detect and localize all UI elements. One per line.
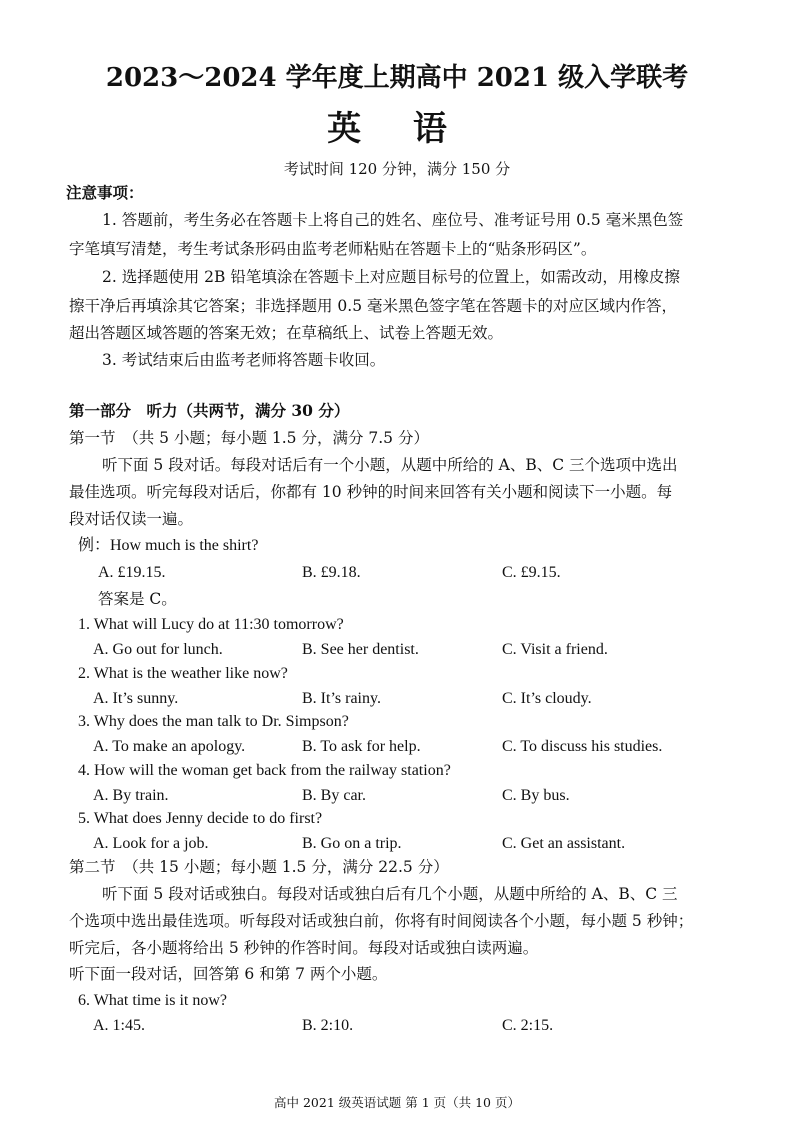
section1-instruction: 最佳选项。听完每段对话后，你都有 10 秒钟的时间来回答有关小题和阅读下一小题。每 [69,483,673,501]
option-b: B. Go on a trip. [302,835,402,852]
option-a: A. To make an apology. [93,738,246,755]
section1-instruction: 听下面 5 段对话。每段对话后有一个小题，从题中所给的 A、B、C 三个选项中选出 [102,456,678,474]
option-a: A. 1:45. [93,1017,145,1034]
option-c: C. Visit a friend. [502,641,608,658]
section2-heading: 第二节 （共 15 小题；每小题 1.5 分，满分 22.5 分） [69,858,449,876]
question-text: 4. How will the woman get back from the railway station? [78,762,451,779]
section1-heading: 第一节 （共 5 小题；每小题 1.5 分，满分 7.5 分） [69,429,429,447]
notice-line: 字笔填写清楚，考生考试条形码由监考老师粘贴在答题卡上的“贴条形码区”。 [69,240,597,258]
section1-instruction: 段对话仅读一遍。 [69,510,194,528]
notice-line: 超出答题区域答题的答案无效；在草稿纸上、试卷上答题无效。 [69,324,504,342]
question-text: 3. Why does the man talk to Dr. Simpson? [78,713,349,730]
option-b: B. It’s rainy. [302,690,381,707]
notice-line: 2. 选择题使用 2B 铅笔填涂在答题卡上对应题目标号的位置上，如需改动，用橡皮擦 [102,268,680,286]
section2-instruction: 听完后，各小题将给出 5 秒钟的作答时间。每段对话或独白读两遍。 [69,939,539,957]
notice-line: 3. 考试结束后由监考老师将答题卡收回。 [102,351,386,369]
section2-instruction: 听下面 5 段对话或独白。每段对话或独白后有几个小题，从题中所给的 A、B、C 三 [102,885,678,903]
time-info: 考试时间 120 分钟，满分 150 分 [283,160,511,178]
subject-title: 英 语 [327,109,467,149]
option-a: A. Go out for lunch. [93,641,223,658]
question-text: 1. What will Lucy do at 11:30 tomorrow? [78,616,344,633]
option-a: A. Look for a job. [93,835,209,852]
option-c: C. It’s cloudy. [502,690,592,707]
option-b: B. By car. [302,787,366,804]
question-text: 2. What is the weather like now? [78,665,288,682]
page-footer: 高中 2021 级英语试题 第 1 页（共 10 页） [274,1095,520,1110]
question-text: 5. What does Jenny decide to do first? [78,810,323,827]
option-a: A. By train. [93,787,169,804]
example-question: 例：How much is the shirt? [78,537,259,554]
example-option-a: A. £19.15. [98,564,166,581]
example-option-c: C. £9.15. [502,564,561,581]
option-c: C. 2:15. [502,1017,554,1034]
notice-heading: 注意事项： [66,183,144,202]
group-intro: 听下面一段对话，回答第 6 和第 7 两个小题。 [69,965,388,983]
option-b: B. See her dentist. [302,641,419,658]
exam-title: 2023～2024 学年度上期高中 2021 级入学联考 [105,63,689,93]
example-answer: 答案是 C。 [98,590,177,608]
option-b: B. To ask for help. [302,738,421,755]
part1-heading: 第一部分 听力（共两节，满分 30 分） [69,401,350,420]
option-c: C. Get an assistant. [502,835,626,852]
notice-line: 1. 答题前，考生务必在答题卡上将自己的姓名、座位号、准考证号用 0.5 毫米黑色签 [102,211,684,229]
option-b: B. 2:10. [302,1017,354,1034]
notice-line: 擦干净后再填涂其它答案；非选择题用 0.5 毫米黑色签字笔在答题卡的对应区域内作答， [69,297,678,315]
option-a: A. It’s sunny. [93,690,179,707]
example-option-b: B. £9.18. [302,564,361,581]
section2-instruction: 个选项中选出最佳选项。听每段对话或独白前，你将有时间阅读各个小题，每小题 5 秒钟； [69,912,694,930]
question-text: 6. What time is it now? [78,992,228,1009]
option-c: C. By bus. [502,787,570,804]
option-c: C. To discuss his studies. [502,738,663,755]
